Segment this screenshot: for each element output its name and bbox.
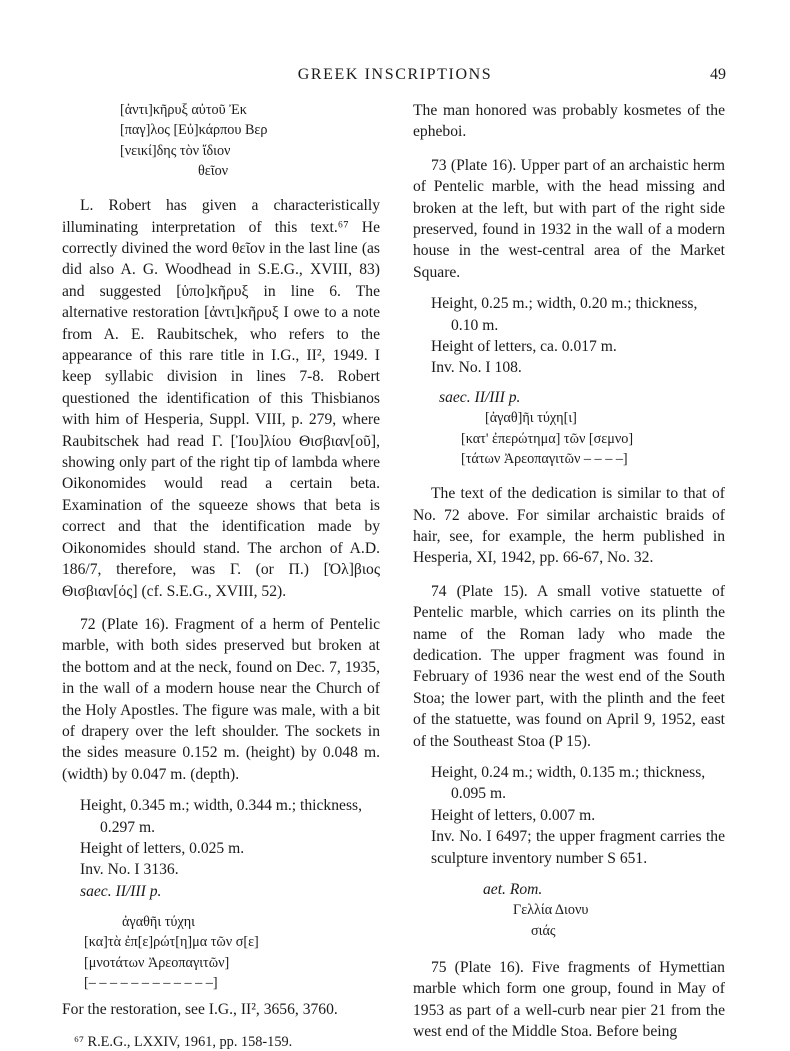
entry-72-metadata <box>62 795 380 902</box>
inscription-line: θεῖον <box>198 162 229 179</box>
running-title: GREEK INSCRIPTIONS <box>297 66 493 83</box>
inscription-line: [– – – – – – – – – – – –] <box>84 975 218 992</box>
entry-72-letter-height: Height of letters, 0.025 m. <box>80 839 245 857</box>
entry-74-description: 74 (Plate 15). A small votive statuette of Pentelic marble, which carries on its plinth the name of the Roman lady who made the dedication. The upper fragment was found in February of 1936 near the west end of the South Stoa; the lower part, with the plinth and the feet of the statuette, was found on April 9, 1952, east of the Southeast Stoa (P 15). <box>413 582 725 750</box>
inscription-line: [ἀντι]κῆρυξ αὐτοῦ Ἐκ <box>120 102 247 118</box>
entry-73-inscription <box>413 408 725 469</box>
entry-72-dimensions: Height, 0.345 m.; width, 0.344 m.; thickness, 0.297 m. <box>80 797 362 836</box>
page-number: 49 <box>710 66 726 83</box>
inscription-line: ἀγαθῆι τύχηι <box>122 914 195 931</box>
robert-paragraph: L. Robert has given a characteristically illuminating interpretation of this text.⁶⁷ He correctly divined the word θεῖον in the last line (as did also A. G. Woodhead in S.E.G., XVIII, 83) and suggested [ὑπο]κῆρυξ in line 6. The alternative restoration [ἀντι]κῆρυξ I owe to a note from A. E. Raubitschek, who refers to the appearance of this rare title in I.G., II², 1949. I keep syllabic division in lines 7-8. Robert questioned the identification of this Thisbianos with him of Hesperia, Suppl. VIII, p. 279, where Raubitschek had read Γ. [Ἰου]λίου Θισβιαν[οῦ], showing only part of the right tip of lambda where Oikonomides would read a certain beta. Examination of the squeeze shows that beta is correct and that the identification made by Oikonomides should stand. The archon of A.D. 186/7, therefore, was Γ. (or Π.) [Ὀλ]βιος Θισβιαν[ός] (cf. S.E.G., XVIII, 52). <box>62 197 380 600</box>
entry-74-number: 74 <box>431 582 447 600</box>
footnote: ⁶⁷ R.E.G., LXXIV, 1961, pp. 158-159. <box>74 1033 293 1050</box>
entry-73-letter-height: Height of letters, ca. 0.017 m. <box>431 338 617 356</box>
entry-73-number: 73 <box>431 156 447 174</box>
inscription-line: [νεικί]δης τὸν ἴδιον <box>120 142 231 159</box>
left-column <box>62 100 380 1051</box>
inscription-line: [ἀγαθ]ῆι τύχη[ι] <box>485 410 577 427</box>
entry-75-description: 75 (Plate 16). Five fragments of Hymettian marble which form one group, found in May of 1953 as part of a well-curb near pier 21 from the west end of the Middle Stoa. Before being <box>413 959 725 1041</box>
entry-72-inscription <box>62 912 380 993</box>
inscription-block-top <box>62 100 380 181</box>
entry-73-description: 73 (Plate 16). Upper part of an archaistic herm of Pentelic marble, with the head missing and broken at the left, but with part of the right side preserved, found in 1932 in the wall of a modern house in the west-central area of the Market Square. <box>413 156 725 281</box>
inscription-line: Γελλία Διονυ <box>513 902 589 919</box>
entry-73-commentary: The text of the dedication is similar to that of No. 72 above. For similar archaistic braids of hair, see, for example, the herm published in Hesperia, XI, 1942, pp. 66-67, No. 32. <box>413 485 725 567</box>
inscription-line: [κα]τὰ ἐπ[ε]ρώτ[η]μα τῶν σ[ε] <box>84 934 259 951</box>
entry-74-letter-height: Height of letters, 0.007 m. <box>431 806 596 824</box>
entry-74-date: aet. Rom. <box>483 881 543 899</box>
entry-73-dimensions: Height, 0.25 m.; width, 0.20 m.; thickness, 0.10 m. <box>431 295 698 334</box>
entry-72-number: 72 <box>80 615 96 633</box>
entry-72-inventory: Inv. No. I 3136. <box>80 861 179 879</box>
entry-74-inventory: Inv. No. I 6497; the upper fragment carries the sculpture inventory number S 651. <box>431 828 725 867</box>
entry-74-dimensions: Height, 0.24 m.; width, 0.135 m.; thickness, 0.095 m. <box>431 764 706 803</box>
entry-74-metadata <box>413 762 725 826</box>
entry-72-date: saec. II/III p. <box>80 882 162 900</box>
entry-73-date: saec. II/III p. <box>439 388 521 406</box>
entry-75-number: 75 <box>431 959 447 977</box>
entry-72-restoration: For the restoration, see I.G., II², 3656, 3760. <box>62 1001 338 1019</box>
entry-73-metadata <box>413 293 725 379</box>
right-column <box>413 100 725 1043</box>
inscription-line: [παγ]λος [Εὐ]κάρπου Βερ <box>120 122 268 139</box>
inscription-line: [κατ' ἐπερώτημα] τῶν [σεμνο] <box>461 430 634 447</box>
continuation-text: The man honored was probably kosmetes of the epheboi. <box>413 102 725 141</box>
entry-72-description: 72 (Plate 16). Fragment of a herm of Pentelic marble, with both sides preserved but broken at the bottom and at the neck, found on Dec. 7, 1935, in the wall of a modern house near the Church of the Holy Apostles. The figure was male, with a bit of drapery over the left shoulder. The sockets in the sides measure 0.152 m. (height) by 0.048 m. (width) by 0.047 m. (depth). <box>62 615 380 783</box>
entry-73-inventory: Inv. No. I 108. <box>431 359 522 377</box>
inscription-line: σιάς <box>531 922 556 939</box>
entry-74-inscription <box>413 900 725 941</box>
inscription-line: [τάτων Ἀρεοπαγιτῶν – – – –] <box>461 450 628 467</box>
inscription-line: [μνοτάτων Ἀρεοπαγιτῶν] <box>84 954 230 971</box>
